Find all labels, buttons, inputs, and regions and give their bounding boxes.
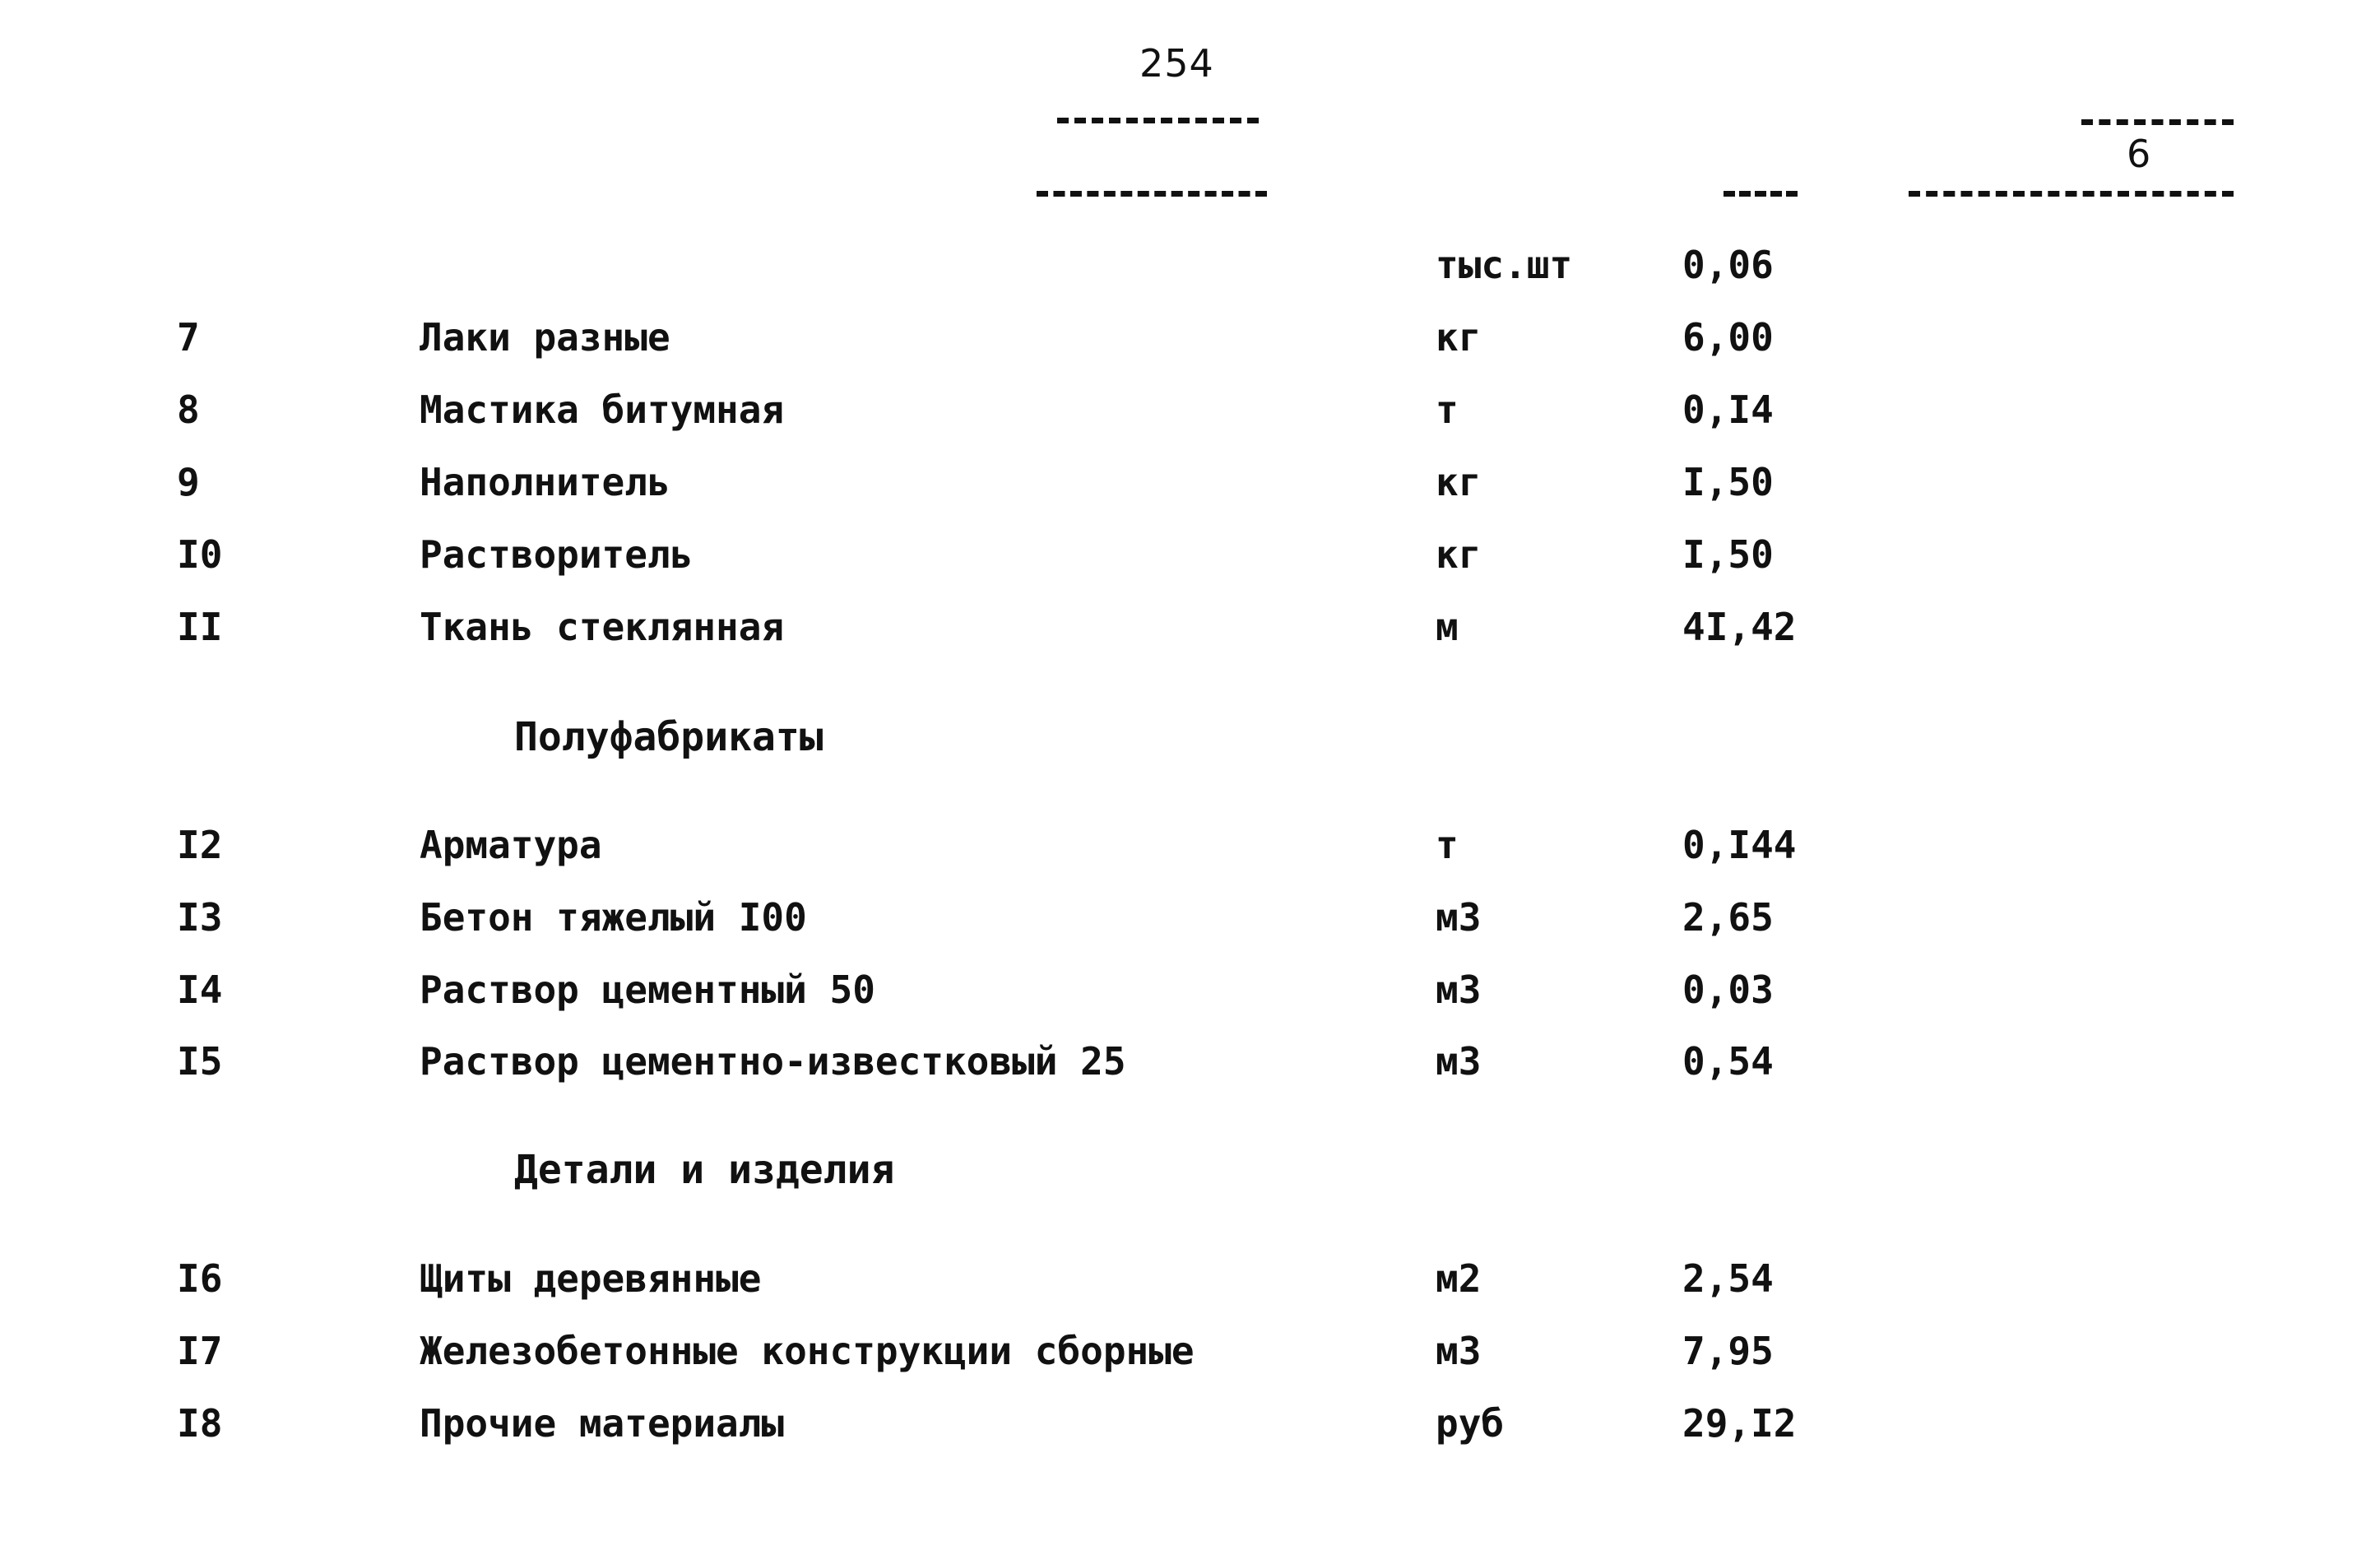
row-name: Бетон тяжелый I00 (420, 895, 807, 940)
row-number: I4 (177, 968, 223, 1012)
row-name: Раствор цементный 50 (420, 968, 875, 1012)
row-name: Ткань стеклянная (420, 605, 785, 649)
header-dash-rule (1057, 118, 1259, 123)
row-quantity: 29,I2 (1682, 1401, 1797, 1446)
row-number: I5 (177, 1039, 223, 1084)
row-quantity: 6,00 (1682, 315, 1774, 360)
table-row (0, 602, 2380, 652)
header-dash-rule (1037, 191, 1267, 197)
table-row (0, 820, 2380, 870)
row-quantity: 0,03 (1682, 968, 1774, 1012)
row-quantity: 0,06 (1682, 243, 1774, 287)
row-number: I3 (177, 895, 223, 940)
table-row (0, 313, 2380, 362)
row-unit: кг (1436, 532, 1482, 577)
row-name: Мастика битумная (420, 388, 785, 432)
table-row (0, 1326, 2380, 1376)
row-quantity: I,50 (1682, 532, 1774, 577)
row-name: Прочие материалы (420, 1401, 785, 1446)
table-row (0, 530, 2380, 579)
table-row (0, 385, 2380, 434)
row-name: Растворитель (420, 532, 694, 577)
table-row (0, 240, 2380, 290)
row-quantity: 4I,42 (1682, 605, 1797, 649)
row-quantity: 0,I44 (1682, 823, 1797, 867)
section-heading-parts: Детали и изделия (514, 1147, 895, 1193)
table-row (0, 457, 2380, 507)
row-unit: кг (1436, 315, 1482, 360)
row-name: Щиты деревянные (420, 1256, 762, 1301)
row-quantity: I,50 (1682, 460, 1774, 504)
table-row (0, 1037, 2380, 1086)
row-quantity: 7,95 (1682, 1329, 1774, 1373)
row-number: 9 (177, 460, 200, 504)
row-number: 8 (177, 388, 200, 432)
row-name: Арматура (420, 823, 602, 867)
header-dash-rule (1724, 191, 1798, 197)
row-number: I7 (177, 1329, 223, 1373)
row-number: II (177, 605, 223, 649)
row-unit: м3 (1436, 895, 1482, 940)
row-quantity: 0,54 (1682, 1039, 1774, 1084)
row-unit: кг (1436, 460, 1482, 504)
row-number: 7 (177, 315, 200, 360)
table-row (0, 893, 2380, 942)
row-number: I6 (177, 1256, 223, 1301)
header-dash-rule (1909, 191, 2234, 197)
row-unit: м2 (1436, 1256, 1482, 1301)
table-row (0, 1399, 2380, 1448)
row-unit: т (1436, 823, 1459, 867)
header-dash-rule (2081, 119, 2234, 125)
row-quantity: 0,I4 (1682, 388, 1774, 432)
section-heading-semi: Полуфабрикаты (514, 714, 823, 760)
row-unit: м (1436, 605, 1459, 649)
row-unit: руб (1436, 1401, 1505, 1446)
table-row (0, 1254, 2380, 1303)
row-name: Наполнитель (420, 460, 670, 504)
row-number: I2 (177, 823, 223, 867)
page-number: 254 (1139, 41, 1214, 86)
row-number: I8 (177, 1401, 223, 1446)
row-name: Лаки разные (420, 315, 670, 360)
row-quantity: 2,54 (1682, 1256, 1774, 1301)
row-quantity: 2,65 (1682, 895, 1774, 940)
row-unit: м3 (1436, 968, 1482, 1012)
table-row (0, 965, 2380, 1014)
column-header-number: 6 (2127, 132, 2151, 176)
row-unit: м3 (1436, 1329, 1482, 1373)
row-name: Раствор цементно-известковый 25 (420, 1039, 1126, 1084)
row-unit: тыс.шт (1436, 243, 1573, 287)
row-unit: м3 (1436, 1039, 1482, 1084)
row-unit: т (1436, 388, 1459, 432)
row-name: Железобетонные конструкции сборные (420, 1329, 1195, 1373)
row-number: I0 (177, 532, 223, 577)
